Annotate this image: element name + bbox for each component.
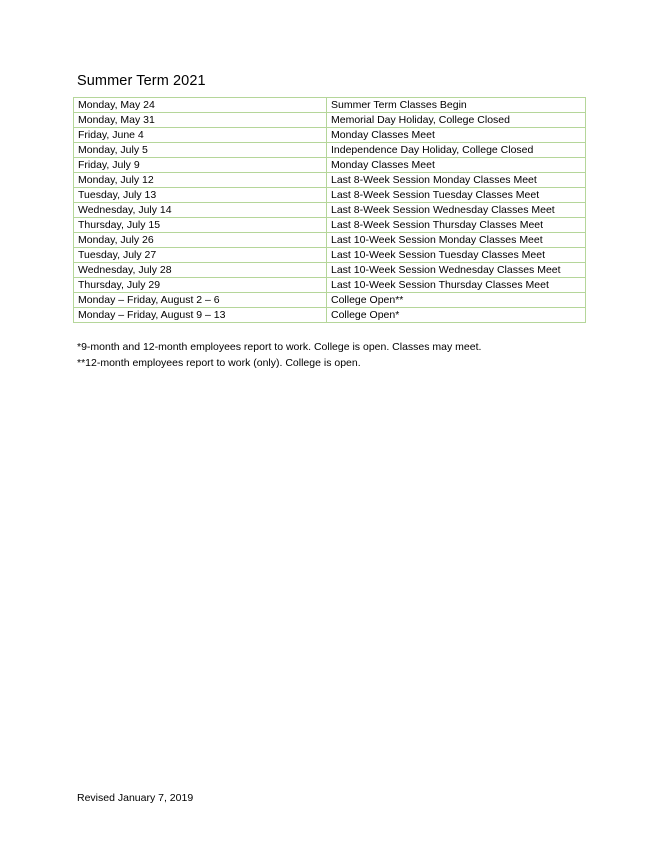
date-cell: Friday, June 4 — [74, 128, 327, 143]
event-cell: Last 8-Week Session Thursday Classes Meet — [327, 218, 586, 233]
event-cell: Last 10-Week Session Thursday Classes Meet — [327, 278, 586, 293]
page-title: Summer Term 2021 — [77, 73, 206, 89]
event-cell: College Open* — [327, 308, 586, 323]
table-row — [74, 98, 586, 113]
table-row — [74, 203, 586, 218]
schedule-table — [73, 97, 586, 323]
date-cell: Monday – Friday, August 9 – 13 — [74, 308, 327, 323]
date-cell: Thursday, July 29 — [74, 278, 327, 293]
event-cell: Last 8-Week Session Wednesday Classes Meet — [327, 203, 586, 218]
table-row — [74, 143, 586, 158]
event-cell: Monday Classes Meet — [327, 128, 586, 143]
event-cell: Monday Classes Meet — [327, 158, 586, 173]
event-cell: College Open** — [327, 293, 586, 308]
table-row — [74, 263, 586, 278]
date-cell: Thursday, July 15 — [74, 218, 327, 233]
table-row — [74, 128, 586, 143]
table-row — [74, 113, 586, 128]
table-row — [74, 278, 586, 293]
event-cell: Last 8-Week Session Tuesday Classes Meet — [327, 188, 586, 203]
date-cell: Monday – Friday, August 2 – 6 — [74, 293, 327, 308]
table-row — [74, 158, 586, 173]
table-row — [74, 233, 586, 248]
revision-date: Revised January 7, 2019 — [77, 792, 194, 804]
date-cell: Monday, May 24 — [74, 98, 327, 113]
event-cell: Last 8-Week Session Monday Classes Meet — [327, 173, 586, 188]
footnote: *9-month and 12-month employees report to work. College is open. Classes may meet. — [77, 341, 482, 353]
table-row — [74, 308, 586, 323]
date-cell: Monday, July 26 — [74, 233, 327, 248]
date-cell: Friday, July 9 — [74, 158, 327, 173]
date-cell: Tuesday, July 13 — [74, 188, 327, 203]
event-cell: Summer Term Classes Begin — [327, 98, 586, 113]
date-cell: Monday, July 5 — [74, 143, 327, 158]
date-cell: Wednesday, July 28 — [74, 263, 327, 278]
date-cell: Tuesday, July 27 — [74, 248, 327, 263]
event-cell: Last 10-Week Session Tuesday Classes Meet — [327, 248, 586, 263]
date-cell: Monday, May 31 — [74, 113, 327, 128]
table-row — [74, 293, 586, 308]
table-row — [74, 218, 586, 233]
event-cell: Independence Day Holiday, College Closed — [327, 143, 586, 158]
event-cell: Last 10-Week Session Monday Classes Meet — [327, 233, 586, 248]
footnotes — [77, 340, 481, 371]
event-cell: Memorial Day Holiday, College Closed — [327, 113, 586, 128]
table-row — [74, 248, 586, 263]
footnote: **12-month employees report to work (only). College is open. — [77, 356, 361, 369]
date-cell: Wednesday, July 14 — [74, 203, 327, 218]
event-cell: Last 10-Week Session Wednesday Classes Meet — [327, 263, 586, 278]
table-row — [74, 188, 586, 203]
date-cell: Monday, July 12 — [74, 173, 327, 188]
table-row — [74, 173, 586, 188]
